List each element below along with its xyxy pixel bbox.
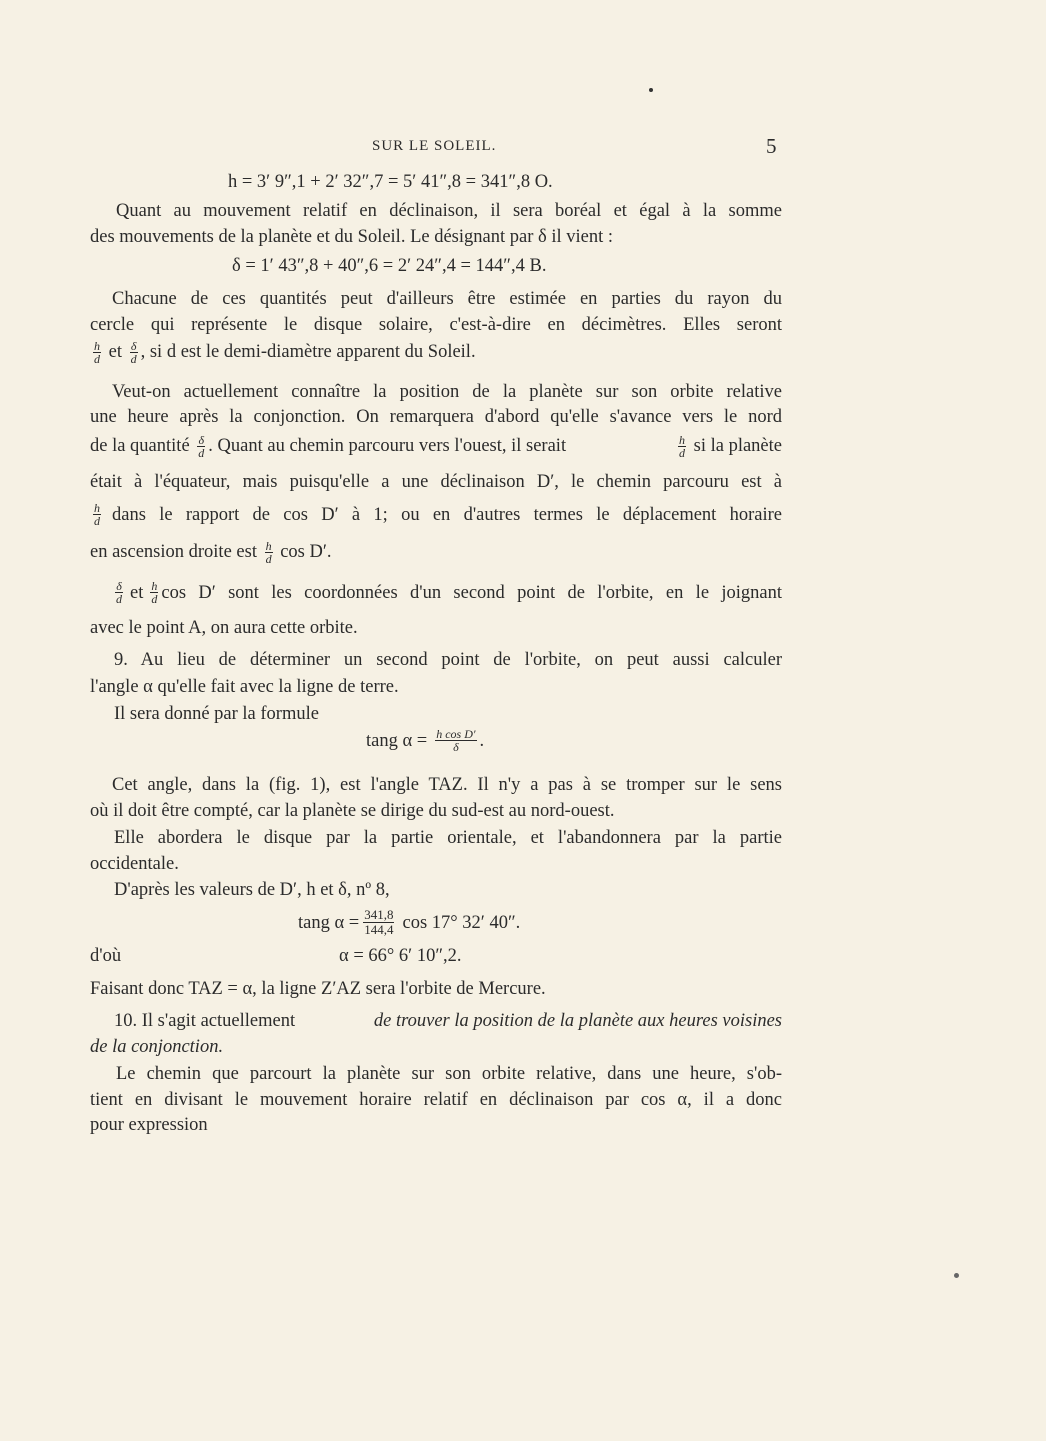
text-line: tient en divisant le mouvement horaire relatif en déclinaison par cos α, il a donc xyxy=(90,1090,782,1110)
text-dou: d'où xyxy=(90,946,122,966)
text-line: Il sera donné par la formule xyxy=(114,704,319,724)
text-line: Faisant donc TAZ = α, la ligne Z′AZ sera l'orbite de Mercure. xyxy=(90,979,546,999)
text-line: Quant au mouvement relatif en déclinaison, il sera boréal et égal à la somme xyxy=(116,201,782,221)
text-line-fractions: de la quantité $\frac{\delta}{d}$ . Quant au chemin parcouru vers l'ouest, il serait $\frac{h}{d}$ si la planète xyxy=(90,433,782,461)
text-line-italic: de la conjonction. xyxy=(90,1037,224,1057)
text-line-fractions: $\frac{\delta}{d}$ et $\frac{h}{d}$ cos D′ sont les coordonnées d'un second point de l'orbite, en le joignant xyxy=(116,579,782,606)
fraction-delta-over-d: $\frac{\delta}{d}$ xyxy=(198,433,205,461)
text-line: des mouvements de la planète et du Soleil. Le désignant par δ il vient : xyxy=(90,227,613,247)
formula-tang-alpha-numeric: tang α = $\frac{341,8}{144,4}$ cos 17° 32′ 40″. xyxy=(298,907,521,937)
text-line: pour expression xyxy=(90,1115,208,1135)
equation-alpha: α = 66° 6′ 10″,2. xyxy=(339,946,462,966)
running-header: SUR LE SOLEIL. xyxy=(372,138,497,154)
equation-delta: δ = 1′ 43″,8 + 40″,6 = 2′ 24″,4 = 144″,4 B. xyxy=(232,256,547,276)
text-line: Veut-on actuellement connaître la position de la planète sur son orbite relative xyxy=(112,382,782,402)
text-line: Cet angle, dans la (fig. 1), est l'angle TAZ. Il n'y a pas à se tromper sur le sens xyxy=(112,775,782,795)
fraction-h-over-d: $\frac{h}{d}$ xyxy=(265,539,272,567)
text-line: Le chemin que parcourt la planète sur son orbite relative, dans une heure, s'ob- xyxy=(116,1064,782,1084)
text-line: occidentale. xyxy=(90,854,179,874)
equation-h: h = 3′ 9″,1 + 2′ 32″,7 = 5′ 41″,8 = 341″,8 O. xyxy=(228,172,553,192)
fraction-h-over-d: $\frac{h}{d}$ xyxy=(94,339,100,367)
print-speck xyxy=(649,88,653,92)
text-line: était à l'équateur, mais puisqu'elle a une déclinaison D′, le chemin parcouru est à xyxy=(90,472,782,492)
section-10-text: 10. Il s'agit actuellement de trouver la position de la planète aux heures voisines xyxy=(114,1011,782,1031)
page-number: 5 xyxy=(766,134,777,158)
text-line: où il doit être compté, car la planète se dirige du sud-est au nord-ouest. xyxy=(90,801,615,821)
formula-tang-alpha: tang α = $\frac{\text{h cos D′}}{\delta}$ . xyxy=(366,727,485,754)
text-line: cercle qui représente le disque solaire, c'est-à-dire en décimètres. Elles seront xyxy=(90,315,782,335)
text-line: avec le point A, on aura cette orbite. xyxy=(90,618,358,638)
section-9-text: 9. Au lieu de déterminer un second point de l'orbite, on peut aussi calculer xyxy=(114,650,782,670)
print-speck xyxy=(954,1273,959,1278)
text-line: D'après les valeurs de D′, h et δ, nº 8, xyxy=(114,880,390,900)
text-line-fractions: $\frac{h}{d}$ dans le rapport de cos D′ à 1; ou en d'autres termes le déplacement horaire xyxy=(94,501,782,528)
fraction-delta-over-d: $\frac{\delta}{d}$ xyxy=(116,579,122,606)
text-line: Elle abordera le disque par la partie orientale, et l'abandonnera par la partie xyxy=(114,828,782,848)
fraction-h-over-d: $\frac{h}{d}$ xyxy=(679,433,686,461)
fraction-h-over-d: $\frac{h}{d}$ xyxy=(94,501,100,528)
fraction-delta-over-d: $\frac{\delta}{d}$ xyxy=(130,339,137,367)
text-line: une heure après la conjonction. On remarquera d'abord qu'elle s'avance vers le nord xyxy=(90,407,782,427)
text-line: Chacune de ces quantités peut d'ailleurs être estimée en parties du rayon du xyxy=(112,289,782,309)
text-line-fractions: $\frac{h}{d}$ et $\frac{\delta}{d}$ , si d est le demi-diamètre apparent du Soleil. xyxy=(94,339,476,367)
text-line-fractions: en ascension droite est $\frac{h}{d}$ cos D′. xyxy=(90,539,332,567)
fraction-h-over-d: $\frac{h}{d}$ xyxy=(151,579,158,606)
text-line: l'angle α qu'elle fait avec la ligne de terre. xyxy=(90,677,399,697)
